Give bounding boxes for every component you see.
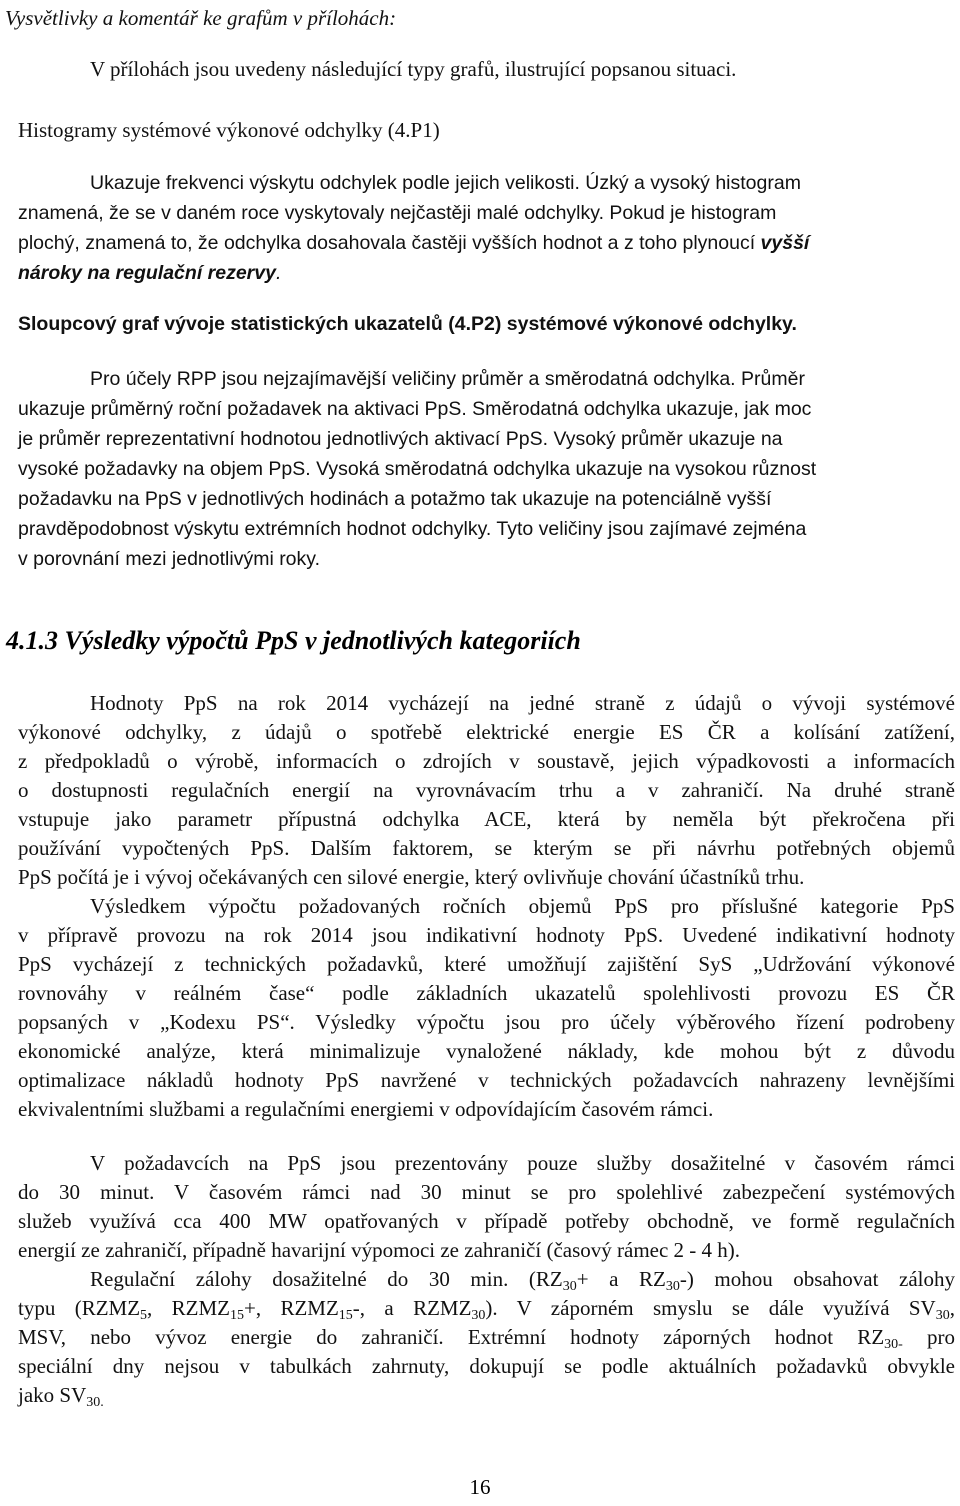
section-text-line: Regulační zálohy dosažitelné do 30 min. ($RZ_{30}+ a$ $RZ_{30}-$) mohou obsahovat zálohy xyxy=(90,1267,956,1294)
section-text-line: o dostupnosti regulačních energií na vyrovnávacím trhu a v zahraničí. Na druhé straně xyxy=(18,778,955,802)
section-title: 4.1.3 Výsledky výpočtů PpS v jednotlivých kategoriích xyxy=(6,626,581,655)
section-text-line: PpS vycházejí z technických požadavků, které umožňují zajištění SyS „Udržování výkonové xyxy=(18,952,955,976)
bar-chart-heading: Sloupcový graf vývoje statistických ukazatelů (4.P2) systémové výkonové odchylky. xyxy=(18,313,797,335)
page-number: 16 xyxy=(469,1475,491,1499)
histogram-text-line: plochý, znamená to, že odchylka dosahovala častěji vyšších hodnot a z toho plynoucí vyšší xyxy=(18,232,810,254)
bar-chart-text-line: v porovnání mezi jednotlivými roky. xyxy=(18,548,321,570)
section-text-line: V požadavcích na PpS jsou prezentovány pouze služby dosažitelné v časovém rámci xyxy=(90,1151,955,1175)
histogram-text-line: znamená, že se v daném roce vyskytovaly nejčastěji malé odchylky. Pokud je histogram xyxy=(18,202,777,224)
bar-chart-text-line: vysoké požadavky na objem PpS. Vysoká směrodatná odchylka ukazuje na vysokou různost xyxy=(18,458,817,480)
section-text-line: Výsledkem výpočtu požadovaných ročních objemů PpS pro příslušné kategorie PpS xyxy=(90,894,955,918)
bar-chart-text-line: pravděpodobnost výskytu extrémních hodnot odchylky. Tyto veličiny jsou zajímavé zejména xyxy=(18,518,807,540)
bar-chart-text-line: požadavku na PpS v jednotlivých hodinách a potažmo tak ukazuje na potenciálně vyšší xyxy=(18,488,772,510)
section-text-line: ekonomické analýze, která minimalizuje vynaložené náklady, kde mohou být z důvodu xyxy=(18,1039,955,1063)
section-text-line: speciální dny nejsou v tabulkách zahrnuty, dokupují se podle aktuálních požadavků obvykle xyxy=(18,1354,955,1378)
bar-chart-text-line: je průměr reprezentativní hodnotou jednotlivých aktivací PpS. Vysoký průměr ukazuje na xyxy=(18,428,783,450)
section-text-line: z předpokladů o výrobě, informacích o zdrojích v soustavě, jejich výpadkovosti a informacích xyxy=(18,749,955,773)
section-text-line: výkonové odchylky, z údajů o spotřebě elektrické energie ES ČR a kolísání zatížení, xyxy=(18,720,955,744)
section-text-line: do 30 minut. V časovém rámci nad 30 minut se pro spolehlivé zabezpečení systémových xyxy=(18,1180,955,1204)
bar-chart-text-line: Pro účely RPP jsou nejzajímavější veličiny průměr a směrodatná odchylka. Průměr xyxy=(90,368,805,390)
histogram-heading: Histogramy systémové výkonové odchylky (4.P1) xyxy=(18,118,440,142)
section-text-line: MSV, nebo vývoz energie do zahraničí. Extrémní hodnoty záporných hodnot $RZ_{30-}$ pro xyxy=(18,1325,955,1352)
section-text-line: vstupuje jako parametr přípustná odchylka ACE, která by neměla být překročena při xyxy=(18,807,955,831)
histogram-text-line: Ukazuje frekvenci výskytu odchylek podle jejich velikosti. Úzký a vysoký histogram xyxy=(90,172,801,194)
intro-text: V přílohách jsou uvedeny následující typy grafů, ilustrující popsanou situaci. xyxy=(90,57,737,81)
section-text-line: používání vypočtených PpS. Dalším faktorem, se kterým se při návrhu potřebných objemů xyxy=(18,836,955,860)
section-text-line: optimalizace nákladů hodnoty PpS navržené v technických požadavcích nahrazeny levnějšími xyxy=(18,1068,955,1092)
histogram-text-line: nároky na regulační rezervy. xyxy=(18,262,282,284)
section-text-line: PpS počítá je i vývoj očekávaných cen silové energie, který ovlivňuje chování účastníků trhu. xyxy=(18,865,805,889)
section-text-line: v přípravě provozu na rok 2014 jsou indikativní hodnoty PpS. Uvedené indikativní hodnoty xyxy=(18,923,955,947)
section-text-line: popsaných v „Kodexu PS“. Výsledky výpočtu jsou pro účely výběrového řízení podrobeny xyxy=(18,1010,955,1034)
section-text-line: Hodnoty PpS na rok 2014 vycházejí na jedné straně z údajů o vývoji systémové xyxy=(90,691,955,715)
section-text-line: jako $SV_{30.}$ xyxy=(18,1383,104,1410)
bar-chart-text-line: ukazuje průměrný roční požadavek na aktivaci PpS. Směrodatná odchylka ukazuje, jak moc xyxy=(18,398,812,420)
section-text-line: služeb využívá cca 400 MW opatřovaných v případě potřeby obchodně, ve formě regulačních xyxy=(18,1209,955,1233)
section-text-line: rovnováhy v reálném čase“ podle základních ukazatelů spolehlivosti provozu ES ČR xyxy=(18,981,955,1005)
section-text-line: energií ze zahraničí, případně havarijní výpomoci ze zahraničí (časový rámec 2 - 4 h). xyxy=(18,1238,741,1262)
explanations-heading: Vysvětlivky a komentář ke grafům v přílohách: xyxy=(5,6,397,30)
section-text-line: ekvivalentními službami a regulačními energiemi v odpovídajícím časovém rámci. xyxy=(18,1097,714,1121)
section-text-line: typu ($RZMZ_5$, $RZMZ_{15}+$, $RZMZ_{15}-$, a $RZMZ_{30}$). V záporném smyslu se dále využívá $SV_{30}$, xyxy=(18,1296,955,1323)
